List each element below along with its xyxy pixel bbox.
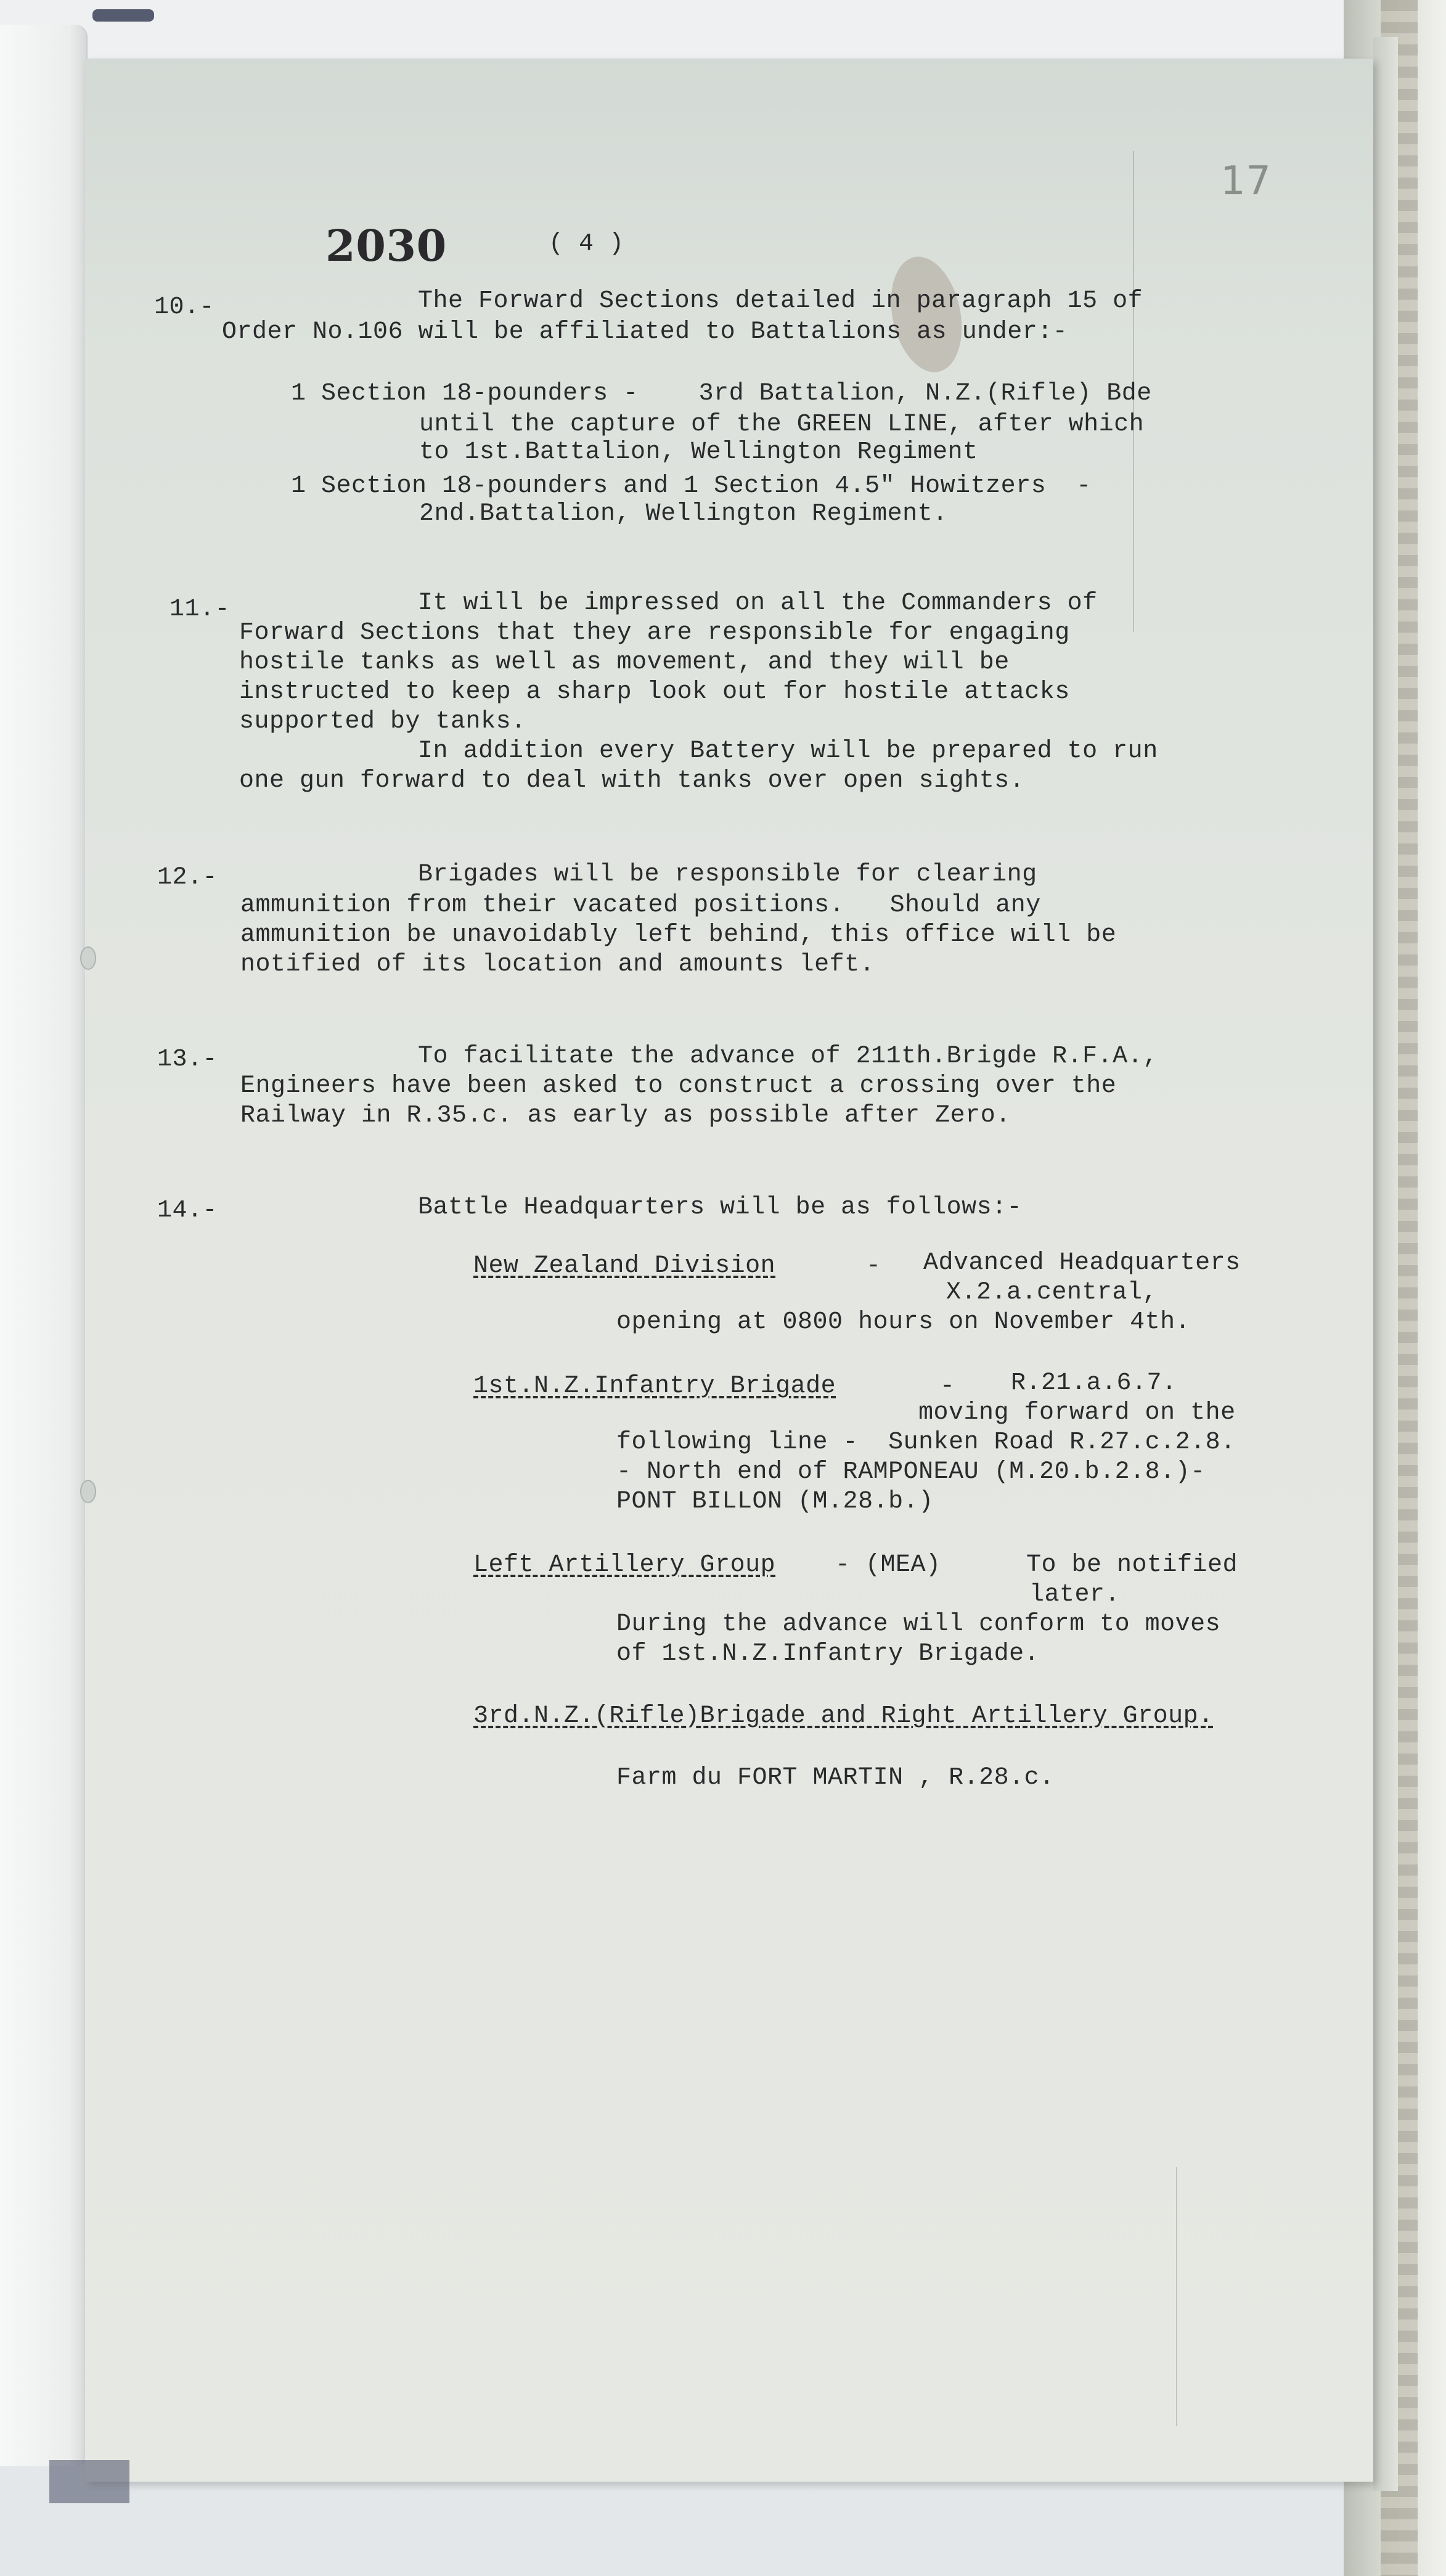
para-line: In addition every Battery will be prepared to run <box>418 737 1158 765</box>
para-number: 13.- <box>157 1046 218 1073</box>
hq-line: following line - Sunken Road R.27.c.2.8. <box>616 1429 1236 1456</box>
hq-line: X.2.a.central, <box>946 1279 1158 1306</box>
hq-dash: - <box>866 1252 881 1280</box>
para-line: Railway in R.35.c. as early as possible after Zero. <box>240 1102 1011 1130</box>
doc-number: 2030 <box>325 220 447 271</box>
para-line: supported by tanks. <box>239 708 526 736</box>
hq-title-left-artillery-group: Left Artillery Group <box>473 1551 776 1579</box>
para-line: Engineers have been asked to construct a crossing over the <box>240 1072 1117 1100</box>
list-item-cont: 2nd.Battalion, Wellington Regiment. <box>419 500 948 528</box>
sheet-edge <box>1373 37 1398 2491</box>
list-item: 1 Section 18-pounders and 1 Section 4.5" Howitzers - <box>291 472 1092 500</box>
hq-line: Farm du FORT MARTIN , R.28.c. <box>616 1764 1055 1792</box>
hq-line: To be notified <box>1026 1551 1238 1579</box>
hq-line: opening at 0800 hours on November 4th. <box>616 1308 1191 1336</box>
para-line: notified of its location and amounts left. <box>240 951 875 978</box>
hq-line: moving forward on the <box>918 1399 1236 1427</box>
hq-title-rifle-brigade: 3rd.N.Z.(Rifle)Brigade and Right Artillery Group. <box>473 1702 1214 1730</box>
list-item-cont: to 1st.Battalion, Wellington Regiment <box>419 438 978 466</box>
para-line: Order No.106 will be affiliated to Battalions as under:- <box>222 318 1068 346</box>
para-line: hostile tanks as well as movement, and they will be <box>239 649 1010 676</box>
para-line: It will be impressed on all the Commanders of <box>418 589 1098 617</box>
para-line: ammunition from their vacated positions. Should any <box>240 892 1041 919</box>
hq-line: later. <box>1029 1581 1121 1609</box>
fold-crease <box>1176 2167 1177 2426</box>
hq-title-infantry-brigade: 1st.N.Z.Infantry Brigade <box>473 1372 836 1400</box>
hq-line: Advanced Headquarters <box>923 1249 1241 1277</box>
hq-line: PONT BILLON (M.28.b.) <box>616 1488 934 1516</box>
list-item: 1 Section 18-pounders - 3rd Battalion, N.Z.(Rifle) Bde <box>291 380 1152 408</box>
hq-line: - North end of RAMPONEAU (M.20.b.2.8.)- <box>616 1458 1206 1486</box>
para-line: To facilitate the advance of 211th.Brigde R.F.A., <box>418 1043 1158 1070</box>
folio-number: 17 <box>1220 158 1272 204</box>
para-line: Forward Sections that they are responsible for engaging <box>239 619 1070 647</box>
hq-line: R.21.a.6.7. <box>1011 1369 1177 1397</box>
para-line: Brigades will be responsible for clearing <box>418 861 1037 888</box>
para-intro: Battle Headquarters will be as follows:- <box>418 1194 1023 1221</box>
punch-hole <box>80 946 96 970</box>
para-line: ammunition be unavoidably left behind, this office will be <box>240 921 1117 949</box>
hq-line: - (MEA) <box>835 1551 941 1579</box>
para-number: 14.- <box>157 1197 218 1224</box>
facing-page <box>0 25 88 2466</box>
page-label: ( 4 ) <box>549 230 624 258</box>
ink-mark <box>49 2460 129 2503</box>
hq-title-nz-division: New Zealand Division <box>473 1252 776 1280</box>
ink-mark <box>92 9 154 22</box>
para-line: one gun forward to deal with tanks over open sights. <box>239 767 1025 795</box>
para-number: 11.- <box>170 596 231 623</box>
hq-line: of 1st.N.Z.Infantry Brigade. <box>616 1640 1040 1668</box>
list-item-cont: until the capture of the GREEN LINE, after which <box>419 411 1145 438</box>
hq-line: During the advance will conform to moves <box>616 1610 1221 1638</box>
para-number: 10.- <box>154 293 215 321</box>
para-number: 12.- <box>157 864 218 892</box>
punch-hole <box>80 1480 96 1503</box>
para-line: instructed to keep a sharp look out for hostile attacks <box>239 678 1070 706</box>
para-line: The Forward Sections detailed in paragraph 15 of <box>418 287 1143 315</box>
hq-dash: - <box>940 1372 955 1400</box>
